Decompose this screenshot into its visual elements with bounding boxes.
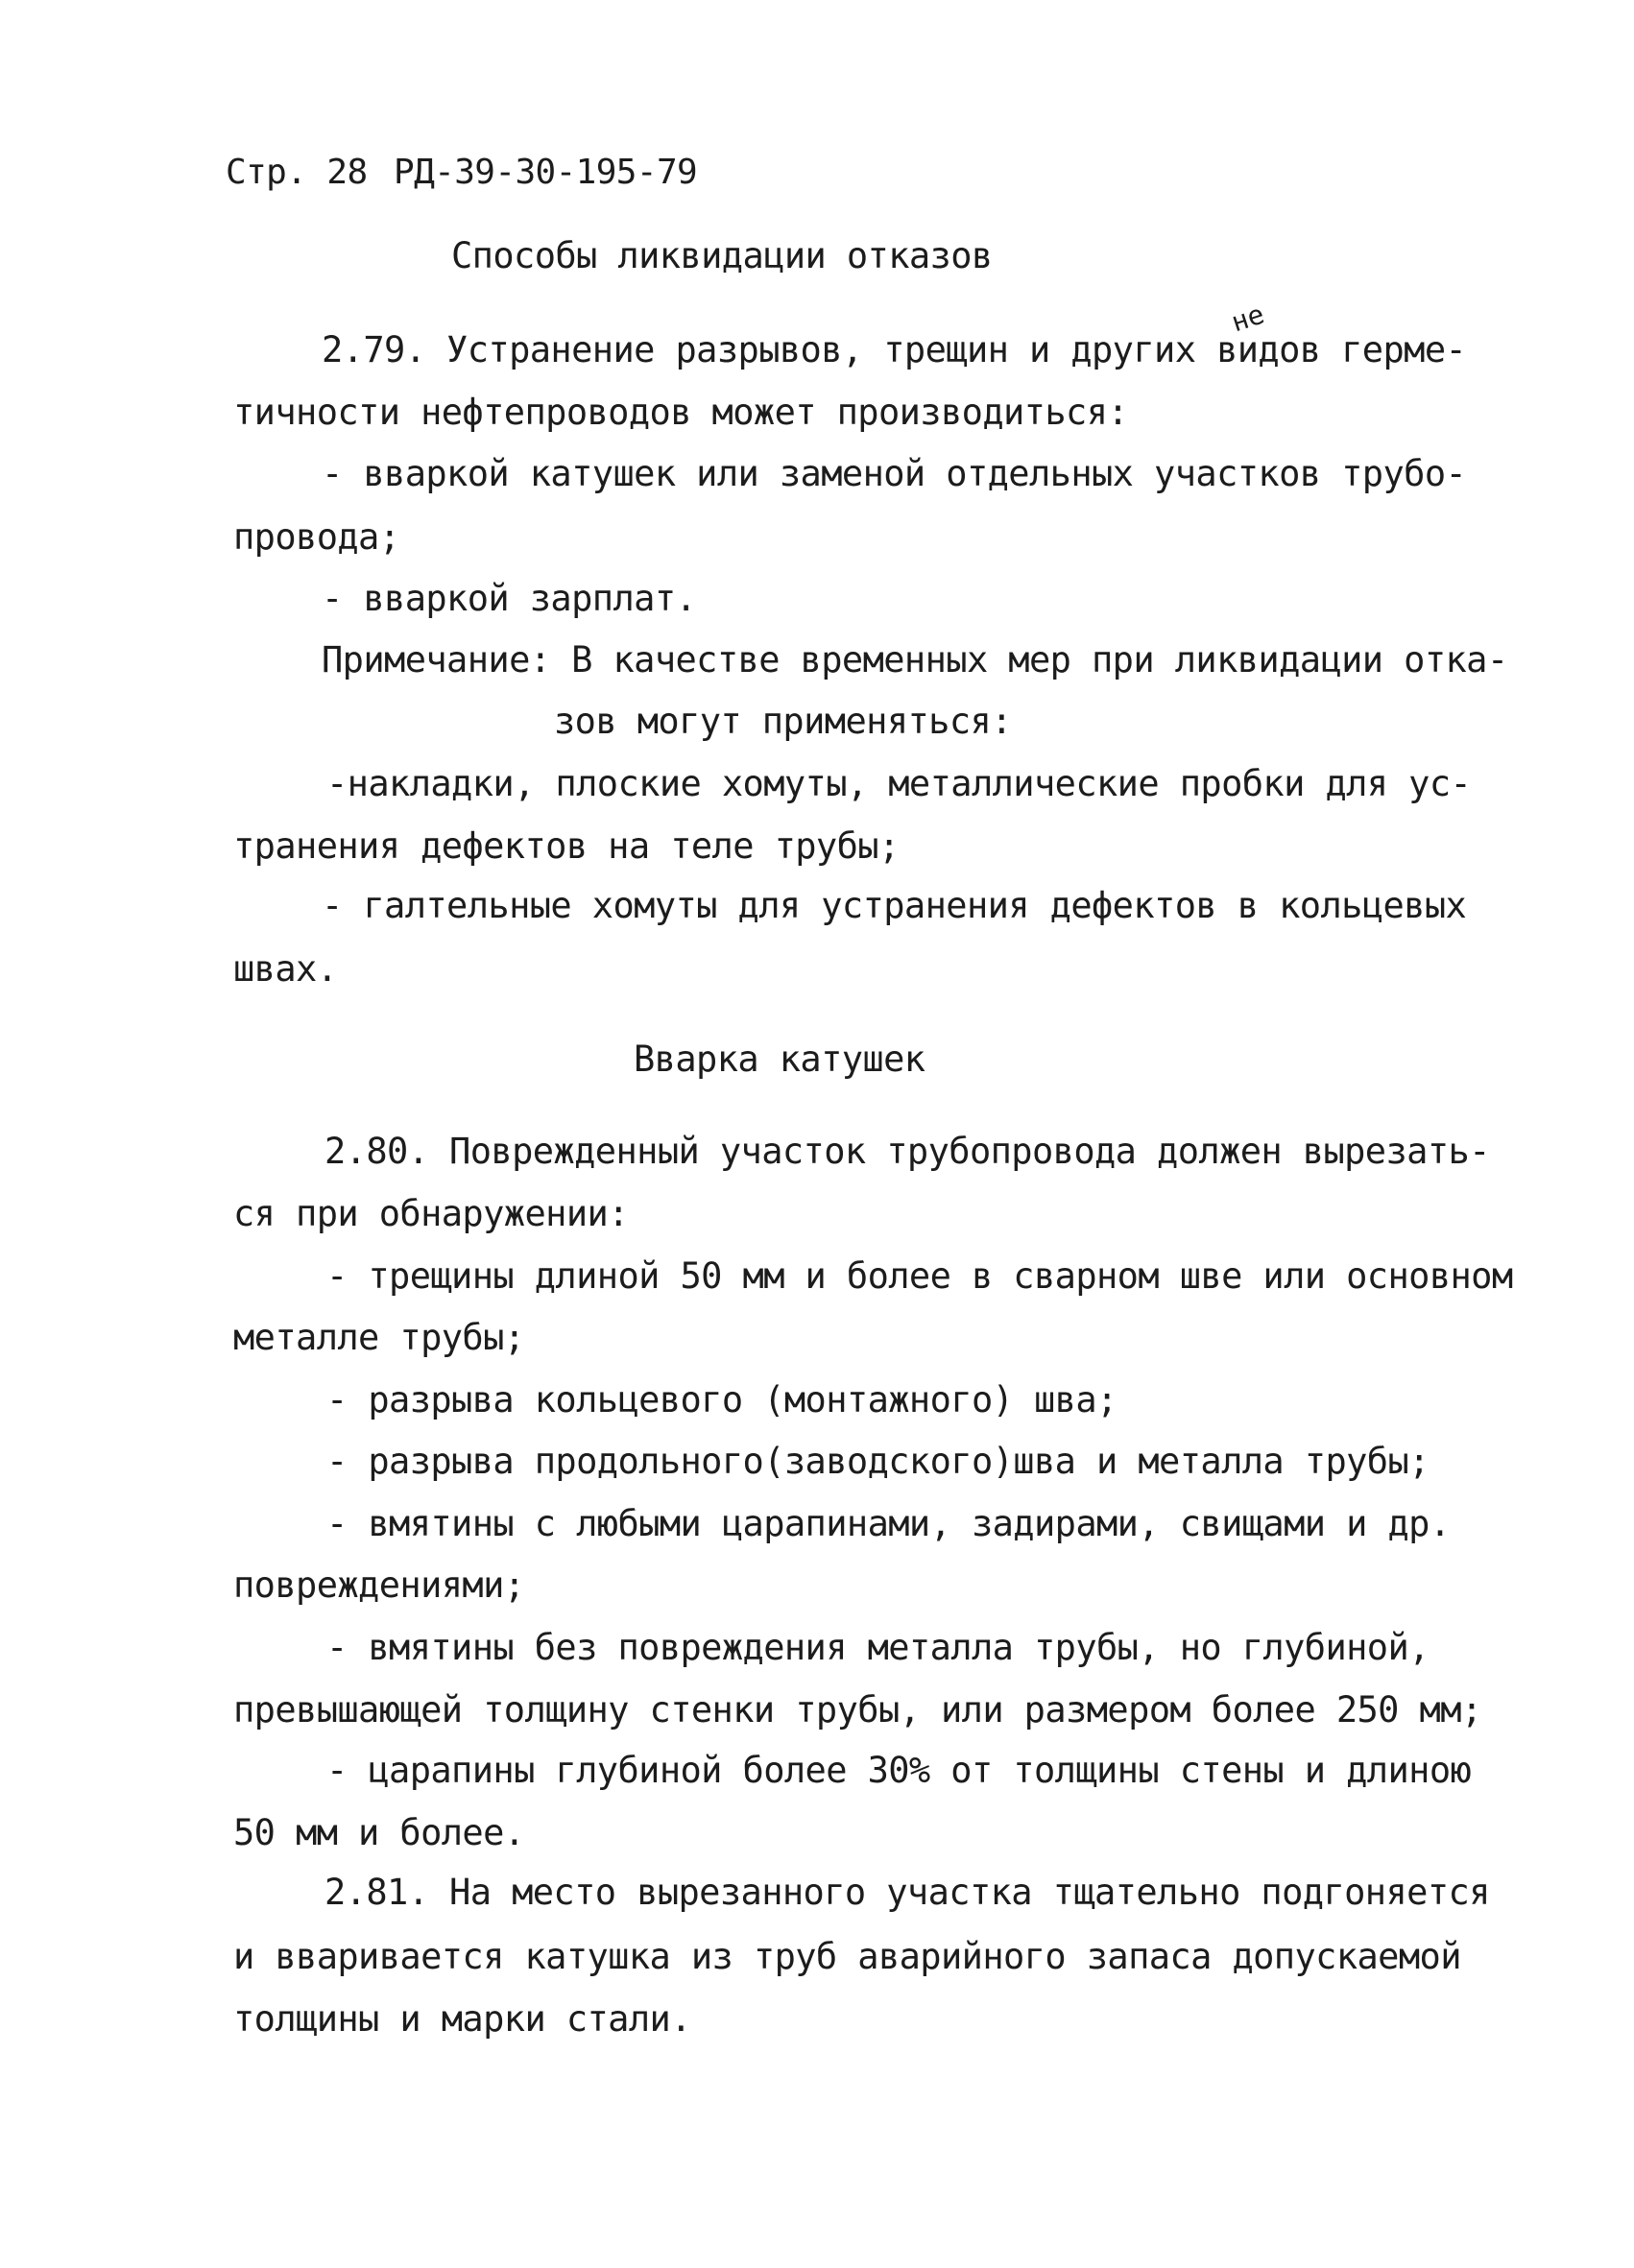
note-line-2: зов могут применяться: (554, 701, 1012, 742)
paragraph-2-79-line-1: 2.79. Устранение разрывов, трещин и других видов герме- (322, 329, 1467, 370)
condition-ring-seam-rupture: - разрыва кольцевого (монтажного) шва; (326, 1379, 1117, 1420)
condition-dents-with-damage-line-2: повреждениями; (233, 1564, 525, 1606)
insertion-mark: не (1227, 298, 1268, 339)
section-title-failure-elimination: Способы ликвидации отказов (451, 235, 993, 276)
condition-dents-with-damage-line-1: - вмятины с любыми царапинами, задирами, свищами и др. (326, 1503, 1451, 1544)
note-item-overlays-line-1: -накладки, плоские хомуты, металлические пробки для ус- (326, 763, 1472, 804)
paragraph-2-79-line-2: тичности нефтепроводов может производиться: (233, 392, 1129, 433)
condition-scratches-line-2: 50 мм и более. (233, 1812, 525, 1853)
note-item-fillet-clamps-line-1: - галтельные хомуты для устранения дефектов в кольцевых (322, 885, 1467, 926)
document-code: РД-39-30-195-79 (394, 153, 698, 192)
paragraph-2-80-line-2: ся при обнаружении: (233, 1193, 629, 1234)
page-number: Стр. 28 (226, 153, 368, 192)
condition-scratches-line-1: - царапины глубиной более 30% от толщины стены и длиною (326, 1750, 1472, 1791)
list-item-coil-welding-line-1: - вваркой катушек или заменой отдельных участков трубо- (322, 453, 1467, 494)
condition-dents-without-damage-line-2: превышающей толщину стенки трубы, или размером более 250 мм; (233, 1689, 1482, 1731)
paragraph-2-81-line-1: 2.81. На место вырезанного участка тщательно подгоняется (324, 1872, 1490, 1913)
list-item-coil-welding-line-2: провода; (233, 516, 400, 558)
note-item-overlays-line-2: транения дефектов на теле трубы; (233, 825, 900, 867)
section-title-coil-welding: Вварка катушек (634, 1039, 925, 1080)
paragraph-2-81-line-3: толщины и марки стали. (233, 1998, 691, 2040)
note-item-fillet-clamps-line-2: швах. (233, 948, 338, 990)
condition-longitudinal-seam-rupture: - разрыва продольного(заводского)шва и металла трубы; (326, 1441, 1430, 1482)
paragraph-2-81-line-2: и вваривается катушка из труб аварийного запаса допускаемой (233, 1936, 1461, 1977)
condition-dents-without-damage-line-1: - вмятины без повреждения металла трубы, но глубиной, (326, 1627, 1430, 1668)
condition-cracks-line-1: - трещины длиной 50 мм и более в сварном шве или основном (326, 1255, 1513, 1297)
note-line-1: Примечание: В качестве временных мер при ликвидации отка- (322, 639, 1508, 680)
list-item-patch-welding: - вваркой зарплат. (322, 578, 697, 619)
paragraph-2-80-line-1: 2.80. Поврежденный участок трубопровода должен вырезать- (324, 1131, 1490, 1172)
condition-cracks-line-2: металле трубы; (233, 1317, 525, 1358)
